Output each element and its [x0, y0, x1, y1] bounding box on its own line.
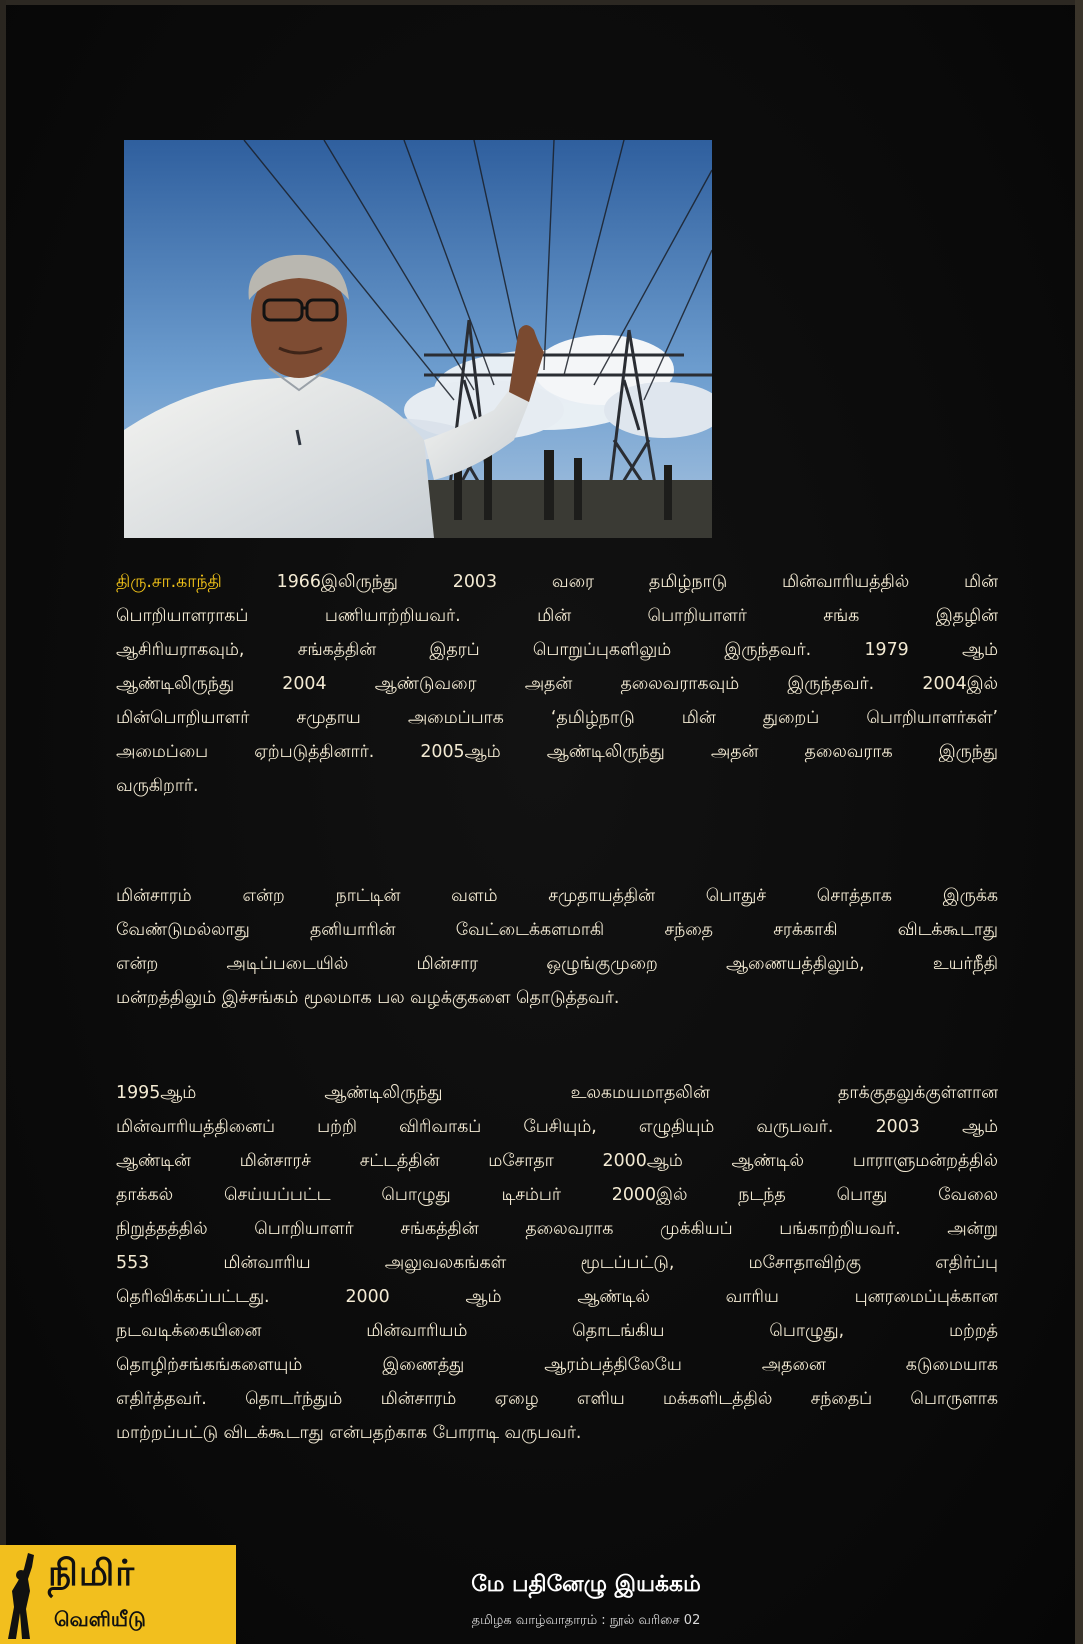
series-label: தமிழக வாழ்வாதாரம் : நூல் வரிசை 02: [471, 1613, 701, 1628]
logo-subtitle: வெளியீடு: [54, 1607, 146, 1631]
bio-line: திரு.சா.காந்தி 1966இலிருந்து 2003 வரை தமிழ்நாடு மின்வாரியத்தில் மின்: [116, 572, 998, 592]
bio-line: ஆண்டின் மின்சாரச் சட்டத்தின் மசோதா 2000ஆம் ஆண்டில் பாராளுமன்றத்தில்: [116, 1151, 998, 1171]
cover-edge-top: [0, 0, 1083, 5]
bio-paragraph-legal: [116, 879, 998, 1015]
bio-line: 553 மின்வாரிய அலுவலகங்கள் மூடப்பட்டு, மசோதாவிற்கு எதிர்ப்பு: [116, 1253, 998, 1273]
bio-line: 1995ஆம் ஆண்டிலிருந்து உலகமயமாதலின் தாக்குதலுக்குள்ளான: [116, 1083, 998, 1103]
bio-line: மாற்றப்பட்டு விடக்கூடாது என்பதற்காக போராடி வருபவர்.: [116, 1423, 582, 1443]
bio-paragraph-career: [116, 565, 998, 803]
bio-line: பொறியாளராகப் பணியாற்றியவர். மின் பொறியாளர் சங்க இதழின்: [116, 606, 998, 626]
cover-edge-left: [0, 0, 6, 1644]
bio-line: ஆண்டிலிருந்து 2004 ஆண்டுவரை அதன் தலைவராகவும் இருந்தவர். 2004இல்: [116, 674, 998, 694]
raised-fist-figure-icon: [4, 1551, 44, 1641]
bio-line: மின்வாரியத்தினைப் பற்றி விரிவாகப் பேசியும், எழுதியும் வருபவர். 2003 ஆம்: [116, 1117, 998, 1137]
bio-line: நிறுத்தத்தில் பொறியாளர் சங்கத்தின் தலைவராக முக்கியப் பங்காற்றியவர். அன்று: [116, 1219, 998, 1239]
bio-line: எதிர்த்தவர். தொடர்ந்தும் மின்சாரம் ஏழை எளிய மக்களிடத்தில் சந்தைப் பொருளாக: [116, 1389, 998, 1409]
bio-line: தாக்கல் செய்யப்பட்ட பொழுது டிசம்பர் 2000இல் நடந்த பொது வேலை: [116, 1185, 998, 1205]
bio-line: அமைப்பை ஏற்படுத்தினார். 2005ஆம் ஆண்டிலிருந்து அதன் தலைவராக இருந்து: [116, 742, 998, 762]
bio-line: என்ற அடிப்படையில் மின்சார ஒழுங்குமுறை ஆணையத்திலும், உயர்நீதி: [116, 954, 998, 974]
bio-paragraph-activism: [116, 1076, 998, 1450]
bio-line: வருகிறார்.: [116, 776, 199, 796]
bio-line: தொழிற்சங்கங்களையும் இணைத்து ஆரம்பத்திலேயே அதனை கடுமையாக: [116, 1355, 998, 1375]
bio-line: மன்றத்திலும் இச்சங்கம் மூலமாக பல வழக்குகளை தொடுத்தவர்.: [116, 988, 620, 1008]
bio-line: மின்பொறியாளர் சமுதாய அமைப்பாக ‘தமிழ்நாடு மின் துறைப் பொறியாளர்கள்’: [116, 708, 998, 728]
author-name: திரு.சா.காந்தி: [116, 572, 222, 592]
bio-line: தெரிவிக்கப்பட்டது. 2000 ஆம் ஆண்டில் வாரிய புனரமைப்புக்கான: [116, 1287, 998, 1307]
bio-line: ஆசிரியராகவும், சங்கத்தின் இதரப் பொறுப்புகளிலும் இருந்தவர். 1979 ஆம்: [116, 640, 998, 660]
cover-edge-right: [1075, 0, 1083, 1644]
bio-line: வேண்டுமல்லாது தனியாரின் வேட்டைக்களமாகி சந்தை சரக்காகி விடக்கூடாது: [116, 920, 998, 940]
bio-line: மின்சாரம் என்ற நாட்டின் வளம் சமுதாயத்தின் பொதுச் சொத்தாக இருக்க: [116, 886, 998, 906]
bio-line: நடவடிக்கையினை மின்வாரியம் தொடங்கிய பொழுது, மற்றத்: [116, 1321, 998, 1341]
logo-title: நிமிர்: [48, 1553, 136, 1594]
organisation-name: மே பதினேழு இயக்கம்: [471, 1572, 701, 1597]
author-photo: [124, 140, 712, 538]
publisher-logo: [0, 1545, 236, 1644]
